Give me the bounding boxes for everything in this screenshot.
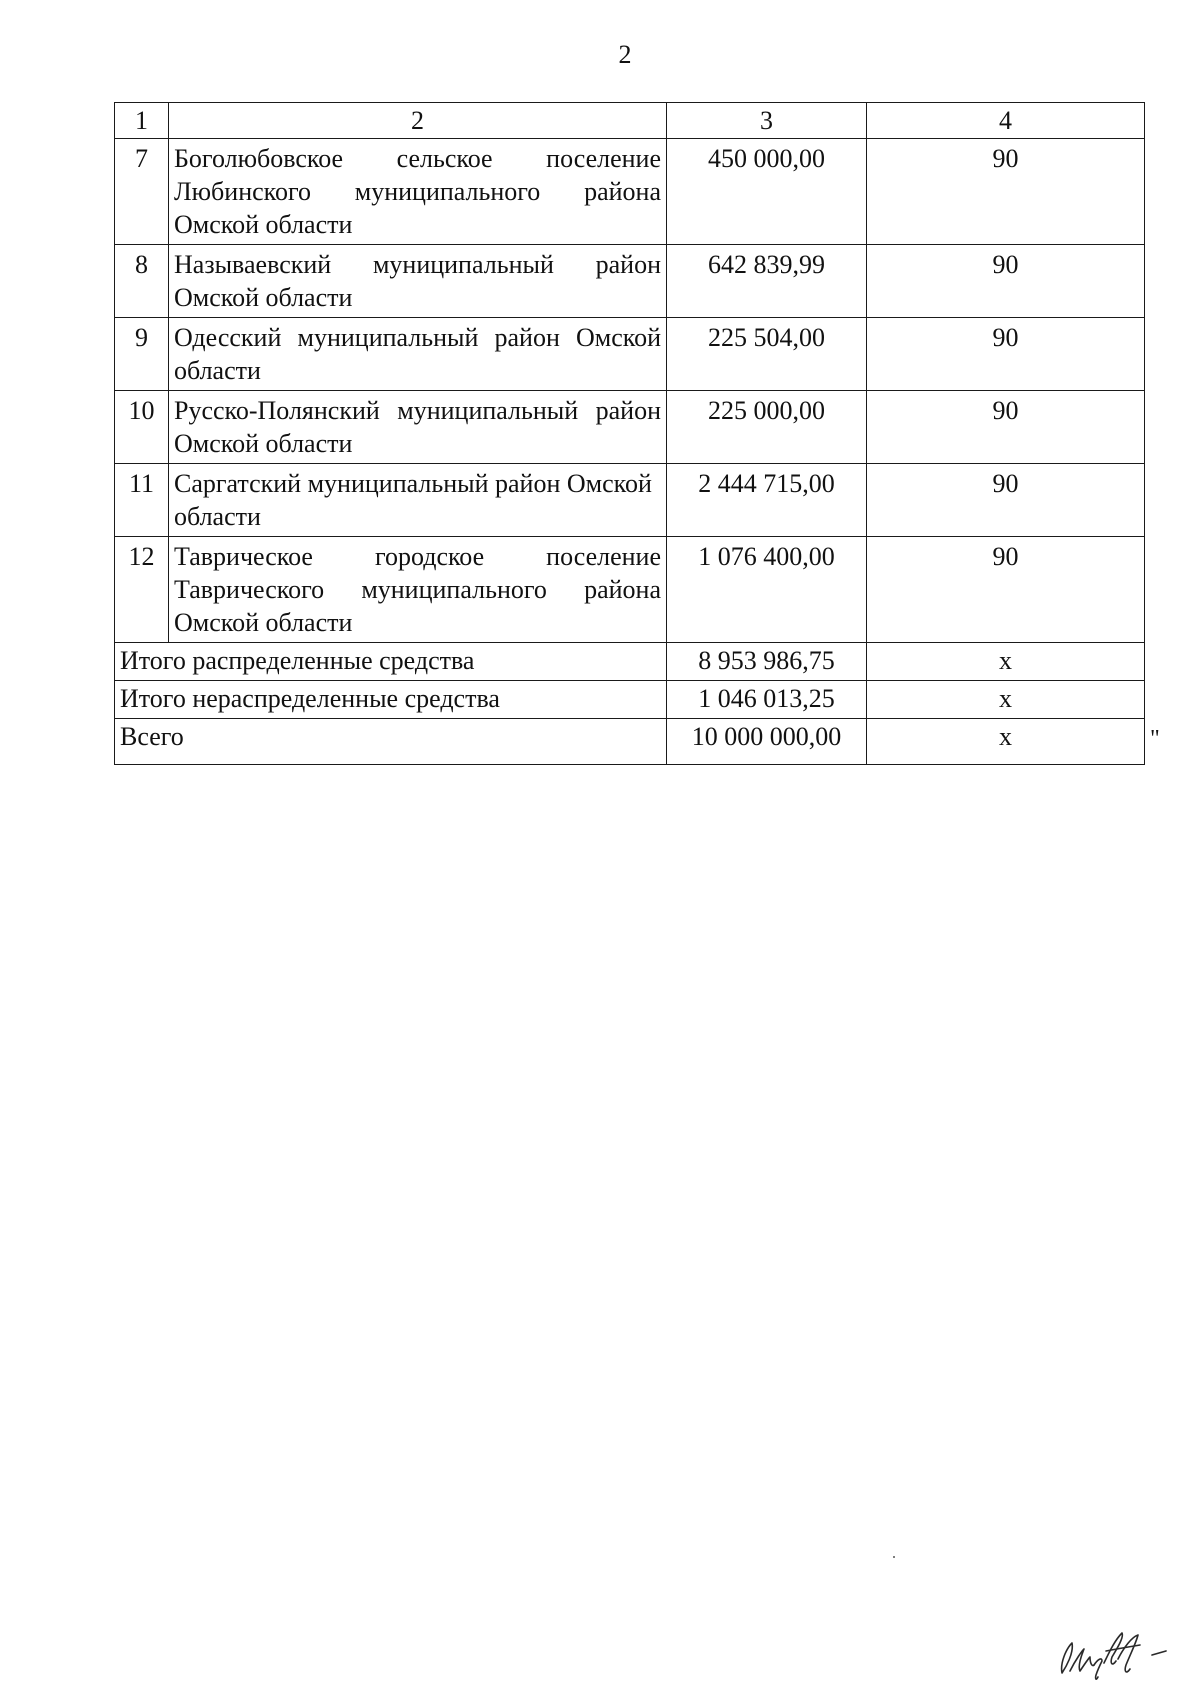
municipality-name: Боголюбовское сельское поселение Любинского муниципального района Омской области [169, 139, 667, 245]
amount-cell: 642 839,99 [667, 245, 867, 318]
amount-cell: 1 076 400,00 [667, 537, 867, 643]
percent-cell: 90 [867, 245, 1145, 318]
municipality-name: Таврическое городское поселение Таврического муниципального района Омской области [169, 537, 667, 643]
amount-cell: 225 000,00 [667, 391, 867, 464]
header-cell-2: 2 [169, 103, 667, 139]
table-header-row [115, 103, 1145, 139]
total-amount: 10 000 000,00 [667, 719, 867, 765]
total-percent: х [867, 681, 1145, 719]
row-number: 7 [115, 139, 169, 245]
total-row-distributed [115, 643, 1145, 681]
percent-cell: 90 [867, 139, 1145, 245]
header-cell-1: 1 [115, 103, 169, 139]
table-row [115, 464, 1145, 537]
total-amount: 8 953 986,75 [667, 643, 867, 681]
percent-cell: 90 [867, 537, 1145, 643]
amount-cell: 2 444 715,00 [667, 464, 867, 537]
row-number: 10 [115, 391, 169, 464]
handwritten-signature-icon [1040, 1615, 1180, 1685]
allocation-table [114, 102, 1145, 765]
percent-cell: 90 [867, 464, 1145, 537]
row-number: 12 [115, 537, 169, 643]
row-number: 11 [115, 464, 169, 537]
percent-cell: 90 [867, 391, 1145, 464]
ink-dot [893, 1556, 895, 1558]
amount-cell: 450 000,00 [667, 139, 867, 245]
total-row-undistributed [115, 681, 1145, 719]
total-row-grand [115, 719, 1145, 765]
municipality-name: Называевский муниципальный район Омской области [169, 245, 667, 318]
table-row [115, 139, 1145, 245]
page-number: 2 [618, 40, 632, 69]
total-percent: х [867, 643, 1145, 681]
municipality-name: Одесский муниципальный район Омской области [169, 318, 667, 391]
municipality-name: Русско-Полянский муниципальный район Омской области [169, 391, 667, 464]
row-number: 9 [115, 318, 169, 391]
table-row [115, 245, 1145, 318]
header-cell-3: 3 [667, 103, 867, 139]
closing-quote: " [1150, 726, 1160, 752]
municipality-name: Саргатский муниципальный район Омской области [169, 464, 667, 537]
table-row [115, 391, 1145, 464]
amount-cell: 225 504,00 [667, 318, 867, 391]
total-label: Итого распределенные средства [115, 643, 667, 681]
percent-cell: 90 [867, 318, 1145, 391]
total-percent: х [867, 719, 1145, 765]
row-number: 8 [115, 245, 169, 318]
header-cell-4: 4 [867, 103, 1145, 139]
total-label: Всего [115, 719, 667, 765]
table-row [115, 537, 1145, 643]
total-amount: 1 046 013,25 [667, 681, 867, 719]
table-row [115, 318, 1145, 391]
total-label: Итого нераспределенные средства [115, 681, 667, 719]
